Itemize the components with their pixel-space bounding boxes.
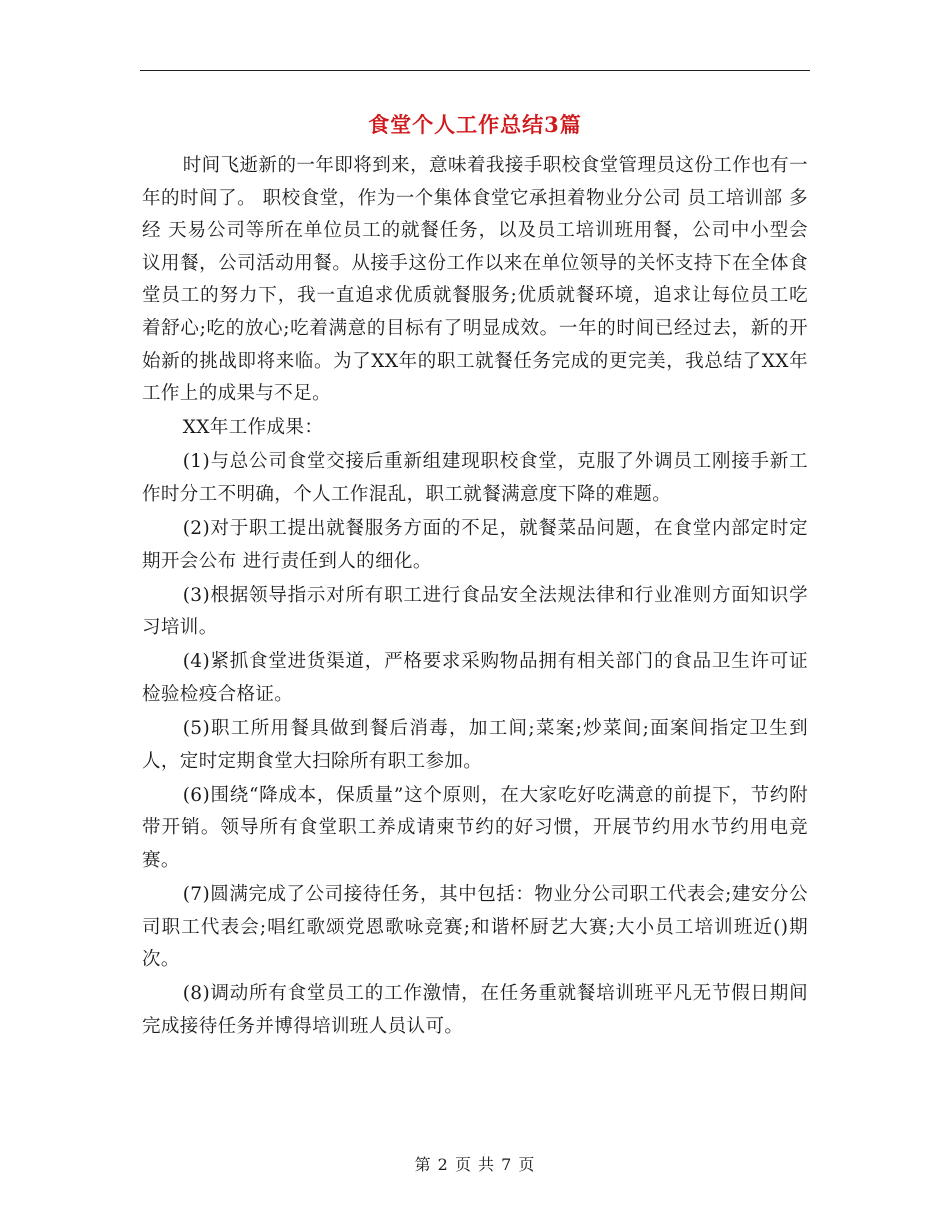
achievement-item-3: (3)根据领导指示对所有职工进行食品安全法规法律和行业准则方面知识学习培训。 <box>142 584 808 639</box>
achievement-item-7: (7)圆满完成了公司接待任务，其中包括：物业分公司职工代表会;建安分公司职工代表会;唱红歌颂党恩歌咏竞赛;和谐杯厨艺大赛;大小员工培训班近()期次。 <box>142 884 808 971</box>
document-title: 食堂个人工作总结3篇 <box>368 112 582 137</box>
header-rule <box>140 70 810 71</box>
document-body <box>142 150 808 1044</box>
intro-paragraph: 时间飞逝新的一年即将到来，意味着我接手职校食堂管理员这份工作也有一年的时间了。 职校食堂，作为一个集体食堂它承担着物业分公司 员工培训部 多经 天易公司等所在单位员工的就餐任务，以及员工培训班用餐，公司中小型会议用餐，公司活动用餐。从接手这份工作以来在单位领导的关怀支持下在全体食堂员工的努力下，我一直追求优质就餐服务;优质就餐环境，追求让每位员工吃着舒心;吃的放心;吃着满意的目标有了明显成效。一年的时间已经过去，新的开始新的挑战即将来临。为了XX年的职工就餐任务完成的更完美，我总结了XX年工作上的成果与不足。 <box>142 155 808 405</box>
page-number: 第 2 页 共 7 页 <box>414 1155 536 1174</box>
achievement-item-1: (1)与总公司食堂交接后重新组建现职校食堂，克服了外调员工刚接手新工作时分工不明确，个人工作混乱，职工就餐满意度下降的难题。 <box>142 451 808 505</box>
achievement-item-4: (4)紧抓食堂进货渠道，严格要求采购物品拥有相关部门的食品卫生许可证检验检疫合格证。 <box>142 651 808 705</box>
achievement-item-5: (5)职工所用餐具做到餐后消毒，加工间;菜案;炒菜间;面案间指定卫生到人，定时定期食堂大扫除所有职工参加。 <box>142 718 808 772</box>
achievement-item-2: (2)对于职工提出就餐服务方面的不足，就餐菜品问题，在食堂内部定时定期开会公布 进行责任到人的细化。 <box>142 518 808 572</box>
achievement-item-6: (6)围绕“降成本，保质量”这个原则，在大家吃好吃满意的前提下，节约附带开销。领导所有食堂职工养成请柬节约的好习惯，开展节约用水节约用电竞赛。 <box>142 784 808 871</box>
section-heading: XX年工作成果： <box>182 417 324 439</box>
achievement-item-8: (8)调动所有食堂员工的工作激情，在任务重就餐培训班平凡无节假日期间完成接待任务并博得培训班人员认可。 <box>142 983 808 1037</box>
